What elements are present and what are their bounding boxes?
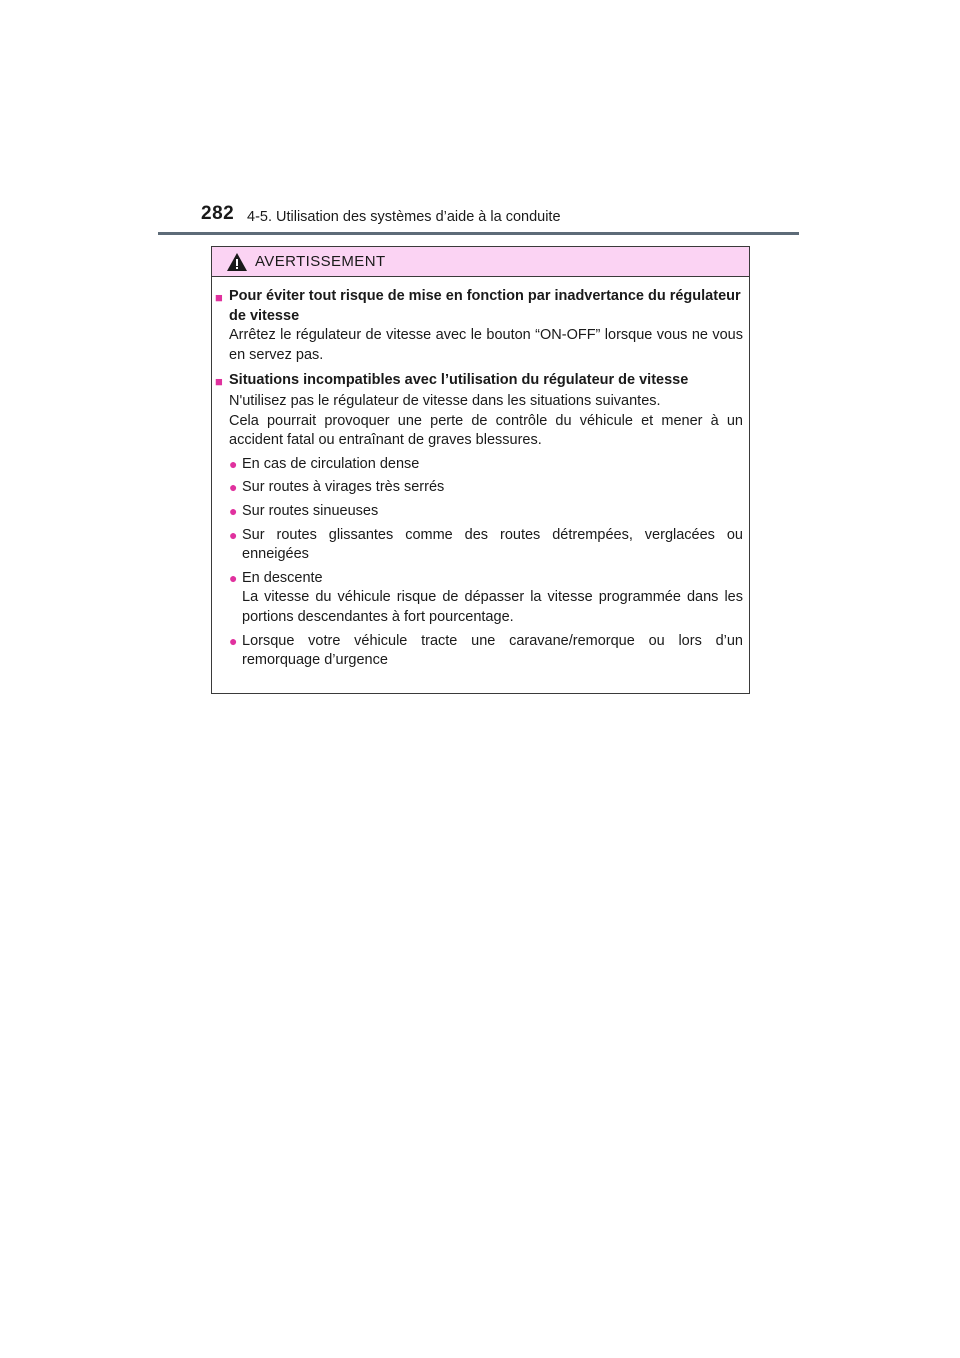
warning-label: AVERTISSEMENT [255,253,386,270]
warning-body [212,277,749,671]
item-body: N'utilisez pas le régulateur de vitesse dans les situations suivantes. [229,392,661,409]
warning-header [212,247,749,277]
circle-bullet-icon: ● [229,632,238,649]
square-bullet-icon: ■ [215,290,223,305]
circle-bullet-icon: ● [229,479,238,496]
list-item: ● Sur routes à virages très serrés [229,478,743,498]
page-number: 282 [201,203,235,224]
warning-item [215,371,743,670]
list-item: ● Lorsque votre véhicule tracte une caravane/remorque ou lors d’un remorquage d’urgence [229,632,743,671]
item-title: Pour éviter tout risque de mise en fonction par inadvertance du régulateur de vitesse [229,288,741,324]
square-bullet-icon: ■ [215,374,223,390]
bullet-list [215,455,743,671]
warning-box [211,246,750,694]
warning-item [215,287,743,365]
header-rule [158,232,799,235]
list-item: ● En cas de circulation dense [229,455,743,475]
circle-bullet-icon: ● [229,502,238,519]
circle-bullet-icon: ● [229,569,238,586]
section-title: 4-5. Utilisation des systèmes d’aide à la conduite [247,209,561,225]
list-item: ● Sur routes sinueuses [229,502,743,522]
circle-bullet-icon: ● [229,526,238,543]
list-item: ● Sur routes glissantes comme des routes détrempées, verglacées ou enneigées [229,526,743,565]
item-body: Arrêtez le régulateur de vitesse avec le bouton “ON-OFF” lorsque vous ne vous en servez pas. [229,327,743,363]
warning-triangle-icon [226,252,248,272]
item-body: Cela pourrait provoquer une perte de contrôle du véhicule et mener à un accident fatal ou entraînant de graves blessures. [229,412,743,449]
list-item: ● En descente La vitesse du véhicule risque de dépasser la vitesse programmée dans les portions descendantes à fort pourcentage. [229,569,743,628]
item-title: Situations incompatibles avec l’utilisation du régulateur de vitesse [229,372,689,389]
circle-bullet-icon: ● [229,455,238,472]
